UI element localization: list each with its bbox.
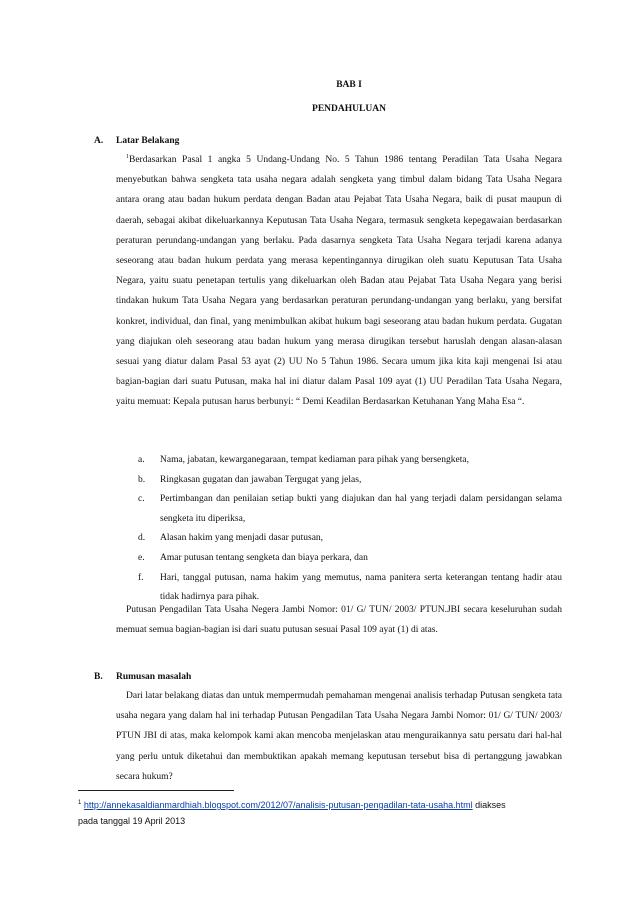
section-a-closing: Putusan Pengadilan Tata Usaha Negera Jambi Nomor: 01/ G/ TUN/ 2003/ PTUN.JBI secara keseluruhan sudah memuat semua bagian-bagian isi dari suatu putusan sesuai Pasal 109 ayat (1) di atas. xyxy=(116,605,562,636)
list-item: f. Hari, tanggal putusan, nama hakim yang memutus, nama panitera serta keterangan tentang hadir atau tidak hadirnya para pihak. xyxy=(138,572,562,603)
section-b-paragraph: Dari latar belakang diatas dan untuk mempermudah pemahaman mengenai analisis terhadap Putusan sengketa tata usaha negara yang dalam hal ini terhadap Putusan Pengadilan Tata Usaha Negara Jambi Nomor: 01/ G/ TUN/ 2003/ PTUN JBI di atas, maka kelompok kami akan mencoba menjelaskan atau menguraikannya satu persatu dari hal-hal yang perlu untuk diketahui dan membuktikan apakah memang keputusan tersebut bisa di pertanggung jawabkan secara hukum? xyxy=(116,691,562,782)
section-a-title: Latar Belakang xyxy=(116,136,180,146)
footnote-divider xyxy=(78,790,234,791)
list-item: b. Ringkasan gugatan dan jawaban Tergugat yang jelas, xyxy=(138,474,362,485)
footnote-link[interactable]: http://annekasaldianmardhiah.blogspot.com/2012/07/analisis-putusan-pengadilan-tata-usaha.html xyxy=(83,800,473,810)
footnote-suffix: diakses xyxy=(472,800,506,810)
chapter-title: PENDAHULUAN xyxy=(312,104,386,114)
list-item: a. Nama, jabatan, kewarganegaraan, tempat kediaman para pihak yang bersengketa, xyxy=(138,455,469,465)
section-a-letter: A. xyxy=(94,136,104,146)
putusan-contents-list xyxy=(138,451,562,608)
list-item: e. Amar putusan tentang sengketa dan biaya perkara, dan xyxy=(138,552,368,563)
footnote-date: pada tanggal 19 April 2013 xyxy=(78,816,186,826)
list-item: d. Alasan hakim yang menjadi dasar putusan, xyxy=(138,533,324,544)
chapter-number: BAB I xyxy=(336,80,362,90)
section-b-heading xyxy=(94,672,191,682)
section-b-letter: B. xyxy=(94,672,103,682)
footnote-reference[interactable]: 1 xyxy=(126,154,129,160)
section-b-title: Rumusan masalah xyxy=(116,672,192,682)
list-item: c. Pertimbangan dan penilaian setiap bukti yang diajukan dan hal yang terjadi dalam persidangan selama sengketa itu diperiksa, xyxy=(138,494,562,524)
section-a-paragraph: $^1$Berdasarkan Pasal 1 angka 5 Undang-Undang No. 5 Tahun 1986 tentang Peradilan Tata Usaha Negara menyebutkan bahwa sengketa tata usaha negara adalah sengketa yang timbul dalam bidang Tata Usaha Negara antara orang atau badan hukum perdata dengan Badan atau Pejabat Tata Usaha Negara, baik di pusat maupun di daerah, sebagai akibat dikeluarkannya Keputusan Tata Usaha Negara, termasuk sengketa kepegawaian berdasarkan peraturan perundang-undangan yang berlaku. Pada dasarnya sengketa Tata Usaha Negara terjadi karena adanya seseorang atau badan hukum perdata yang merasa kepentingannya dirugikan oleh suatu Keputusan Tata Usaha Negara, yaitu suatu penetapan tertulis yang dikeluarkan oleh Badan atau Pejabat Tata Usaha Negara yang berisi tindakan hukum Tata Usaha Negara yang berdasarkan peraturan perundang-undangan yang berlaku, yang bersifat konkret, individual, dan final, yang menimbulkan akibat hukum bagi seseorang atau badan hukum perdata. Gugatan yang diajukan oleh seseorang atau badan hukum yang merasa dirugikan tersebut haruslah dengan alasan-alasan sesuai yang diatur dalam Pasal 53 ayat (2) UU No 5 Tahun 1986. Secara umum jika kita kaji mengenai Isi atau bagian-bagian dari suatu Putusan, maka hal ini diatur dalam Pasal 109 ayat (1) UU Peradilan Tata Usaha Negara, yaitu memuat: Kepala putusan harus berbunyi: “ Demi Keadilan Berdasarkan Ketuhanan Yang Maha Esa “. xyxy=(116,154,562,408)
footnote-number: 1 xyxy=(78,800,82,806)
footnote xyxy=(78,797,578,829)
section-a-heading xyxy=(94,136,179,146)
